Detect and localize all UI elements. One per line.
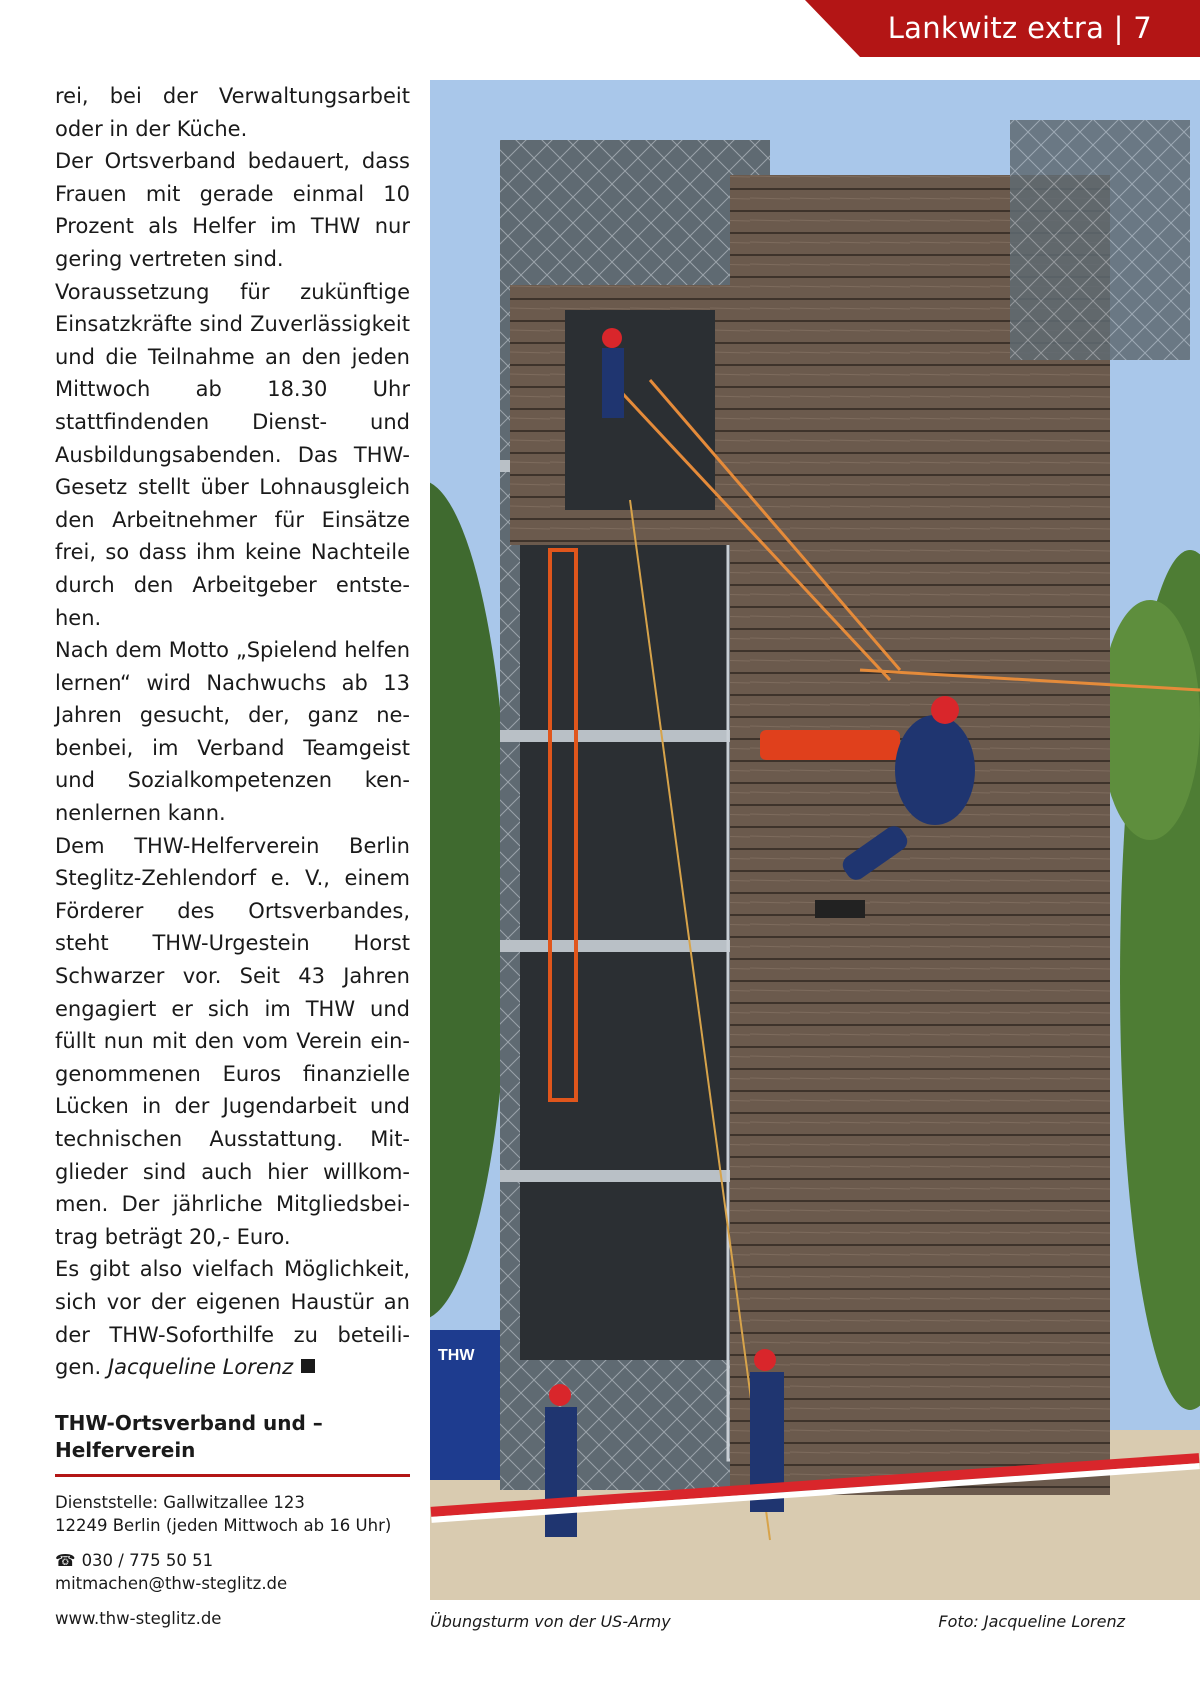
paragraph-2: Der Ortsverband bedauert, dass Frauen mit gerade einmal 10 Prozent als Helfer im THW nur gering vertreten sind. xyxy=(55,149,410,271)
email-link[interactable]: mitmachen@thw-steglitz.de xyxy=(55,1574,288,1593)
rescue-stretcher xyxy=(760,730,900,760)
paragraph-6-with-byline xyxy=(55,1253,410,1383)
info-heading: THW-Ortsverband und – Helferverein xyxy=(55,1411,323,1462)
worker-ground-right xyxy=(754,1349,776,1371)
address-line-1: Dienststelle: Gallwitzallee 123 xyxy=(55,1493,305,1512)
paragraph-6: Es gibt also vielfach Möglichkeit, sich vor der eigenen Haustür an der THW-Soforthilfe zu beteiligen. xyxy=(55,1257,410,1380)
rescuer-suspended xyxy=(895,715,975,825)
paragraph-3: Voraussetzung für zukünftige Einsatzkräfte sind Zuverlässigkeit und die Teilnahme an den jeden Mittwoch ab 18.30 Uhr stattfindenden Dienst- und Ausbildungsabenden. Das THW-Gesetz stellt über Lohnausgleich den Arbeitnehmer für Einsätze frei, so dass ihm keine Nachteile durch den Arbeitgeber entstehen. xyxy=(55,279,410,630)
photo-illustration xyxy=(430,80,1200,1600)
address-line-2: 12249 Berlin (jeden Mittwoch ab 16 Uhr) xyxy=(55,1516,392,1535)
paragraph-4: Nach dem Motto „Spielend helfen lernen“ wird Nachwuchs ab 13 Jahren gesucht, der, ganz nebenbei, im Verband Teamgeist und Sozialkompetenzen kennenlernen kann. xyxy=(55,638,410,826)
truck-label: THW xyxy=(438,1347,475,1364)
phone-line xyxy=(55,1549,410,1572)
paragraph-5: Dem THW-Helferverein Berlin Steglitz-Zehlendorf e. V., einem Förderer des Ortsverbandes, steht THW-Urgestein Horst Schwarzer vor. Seit 43 Jahren engagiert er sich im THW und füllt nun mit den vom Verein eingenommenen Euros finanzielle Lücken in der Jugendarbeit und technischen Ausstattung. Mitglieder sind auch hier willkommen. Der jährliche Mitgliedsbeitrag beträgt 20,- Euro. xyxy=(55,833,410,1249)
worker-ground-left xyxy=(549,1384,571,1406)
end-mark-icon xyxy=(301,1359,315,1373)
website-link[interactable]: www.thw-steglitz.de xyxy=(55,1609,222,1628)
paragraph-1: rei, bei der Verwaltungsarbeit oder in der Küche. xyxy=(55,84,410,141)
author-byline: Jacqueline Lorenz xyxy=(107,1355,294,1380)
photo-training-tower xyxy=(430,80,1200,1600)
article-body xyxy=(55,80,410,1384)
page-header-title: Lankwitz extra | 7 xyxy=(887,11,1152,45)
phone-number: 030 / 775 50 51 xyxy=(81,1551,214,1570)
phone-icon: ☎ xyxy=(55,1551,76,1570)
article-column xyxy=(55,80,410,1384)
worker-top-window xyxy=(602,328,622,348)
mesh-platform xyxy=(1010,120,1190,360)
info-box xyxy=(55,1410,410,1630)
photo-credit: Foto: Jacqueline Lorenz xyxy=(938,1612,1125,1631)
info-divider xyxy=(55,1474,410,1477)
photo-caption: Übungsturm von der US-Army xyxy=(430,1612,671,1631)
